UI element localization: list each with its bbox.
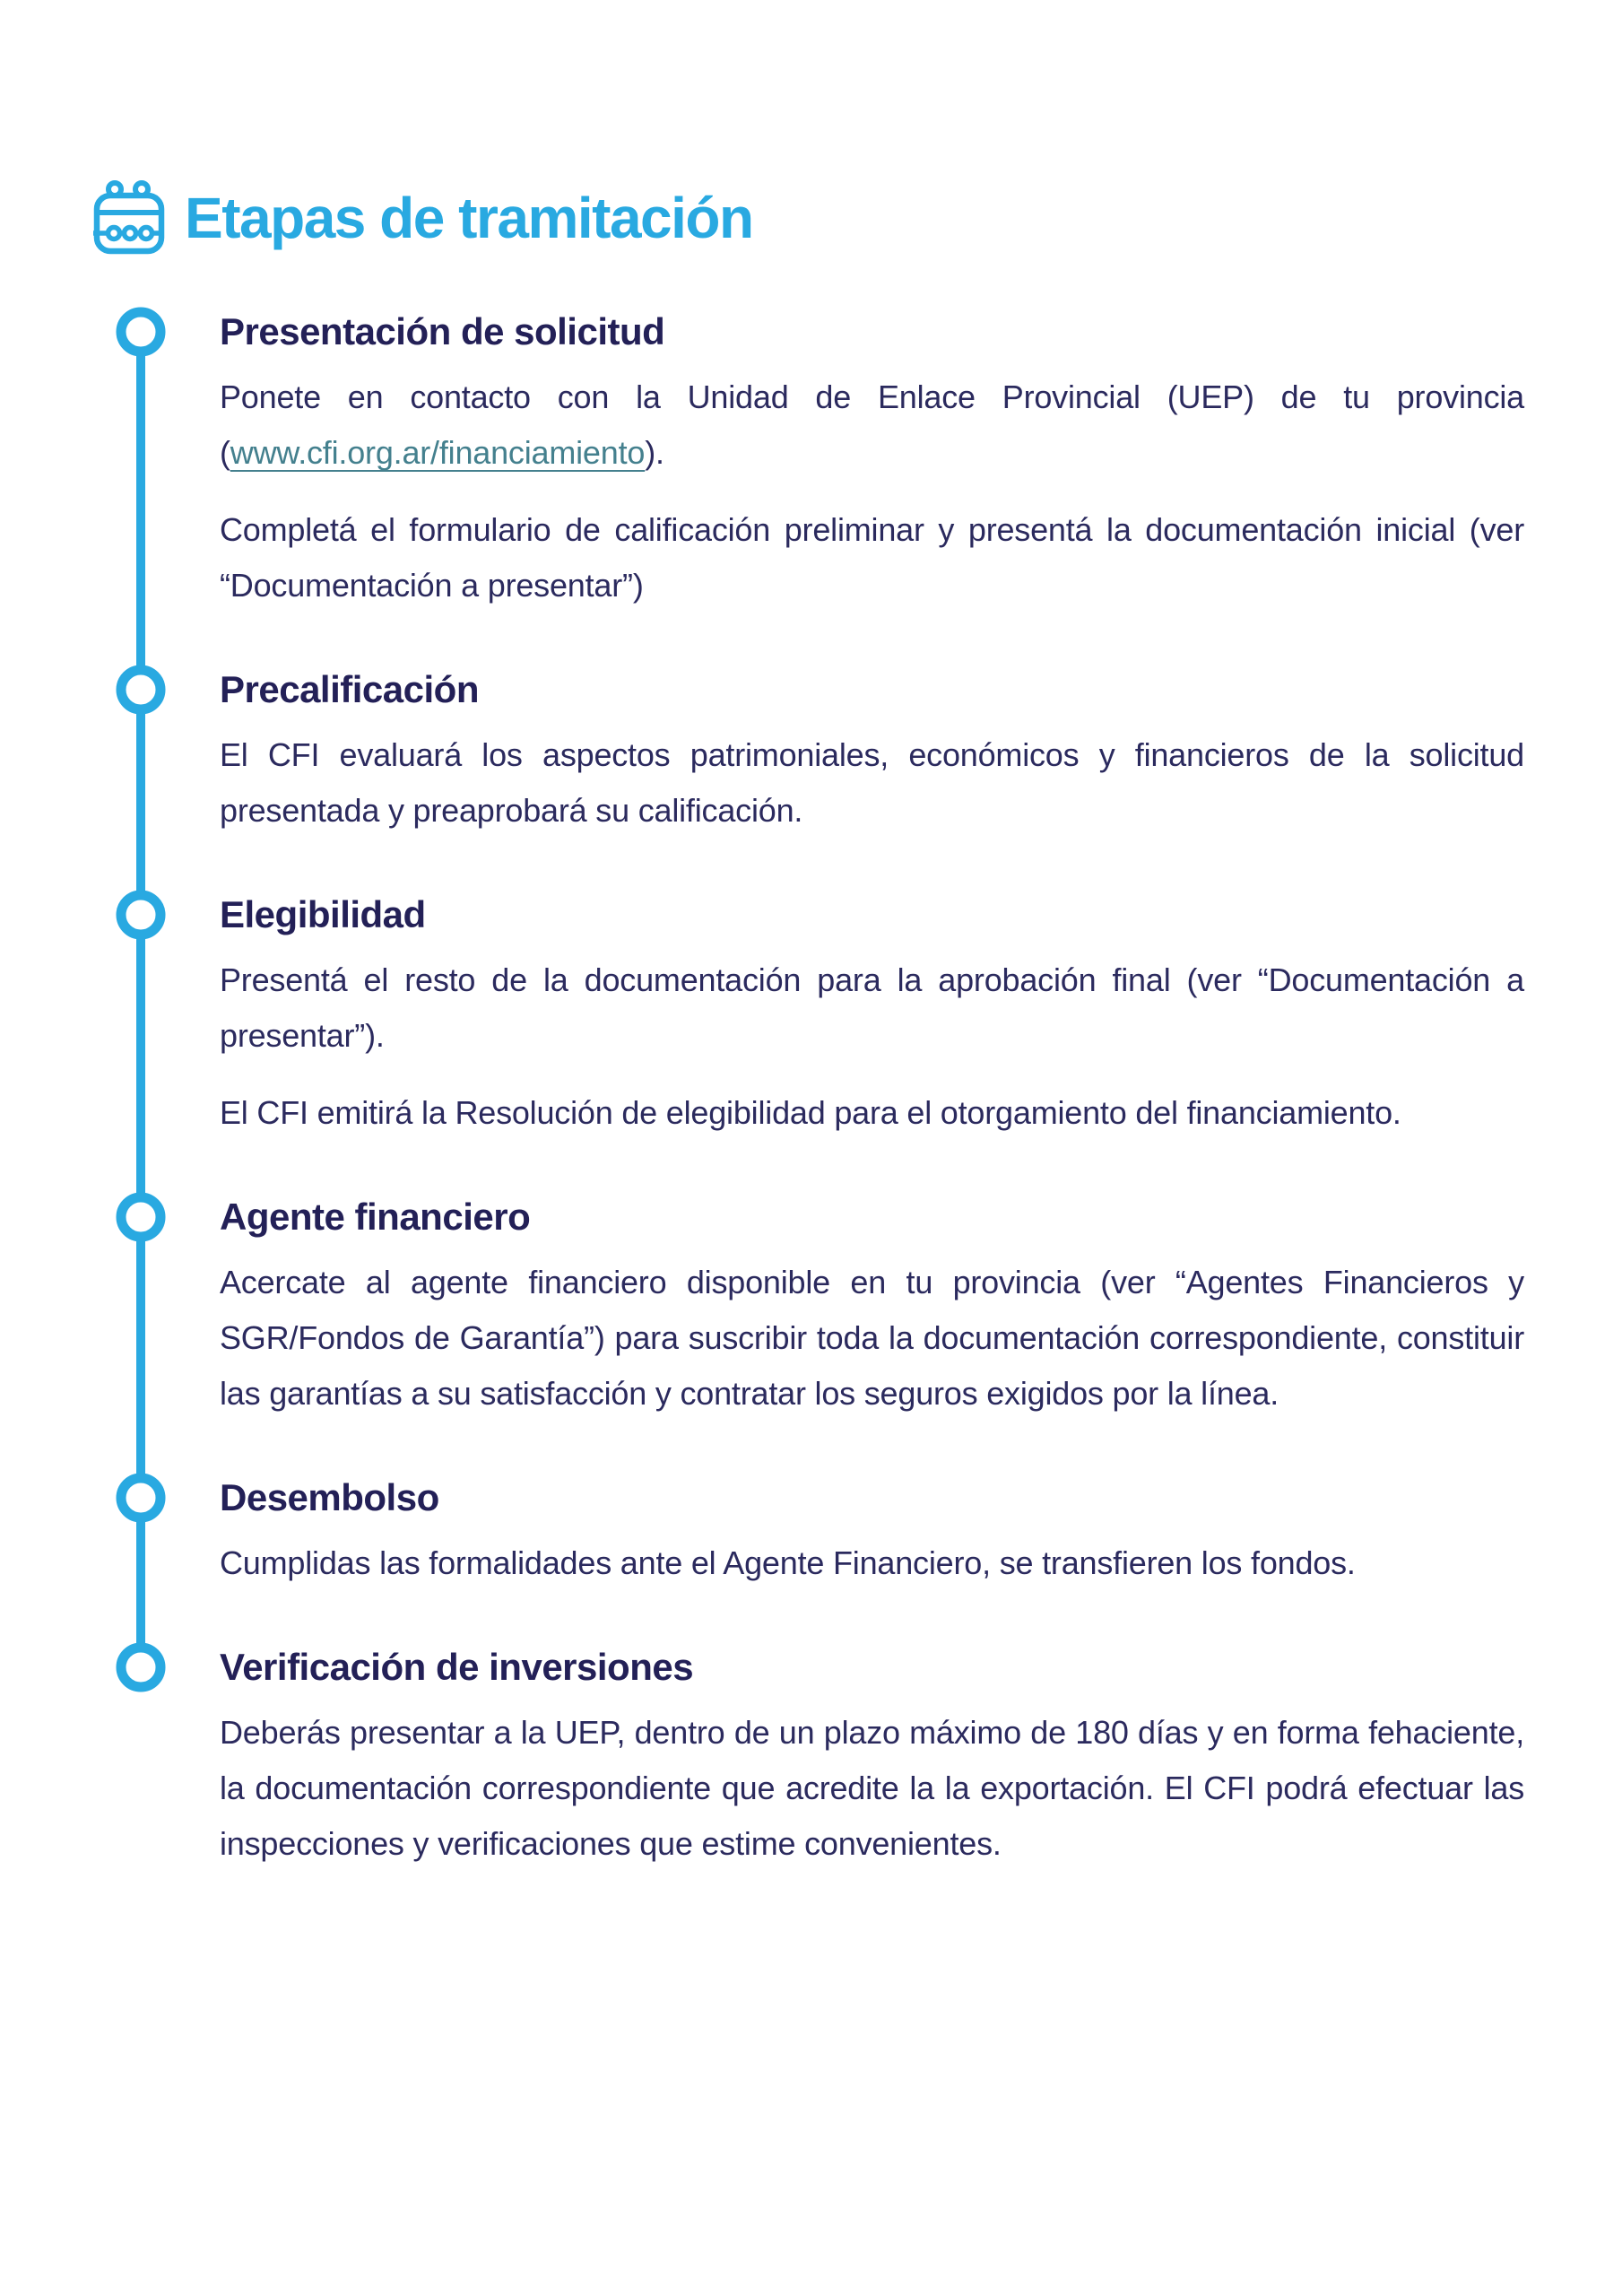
calendar-beads-icon — [93, 179, 165, 257]
paragraph-text: Ponete en contacto con la Unidad de Enlace Provincial (UEP) de tu provincia ( — [220, 378, 1524, 471]
step-paragraph: Acercate al agente financiero disponible en tu provincia (ver “Agentes Financieros y SGR/Fondos de Garantía”) para suscribir toda la documentación correspondiente, constituir las garantías a su satisfacción y contratar los seguros exigidos por la línea. — [220, 1264, 1524, 1412]
step-paragraph: Presentá el resto de la documentación para la aprobación final (ver “Documentación a presentar”). — [220, 961, 1524, 1054]
step-desembolso — [220, 1471, 1524, 1591]
page-header — [93, 151, 753, 285]
circle-marker-icon — [116, 1473, 166, 1523]
step-body — [220, 1705, 1524, 1872]
step-title: Presentación de solicitud — [220, 310, 665, 352]
timeline-line — [136, 332, 145, 690]
step-paragraph: Completá el formulario de calificación preliminar y presentá la documentación inicial (ver “Documentación a presentar”) — [220, 511, 1524, 604]
step-paragraph: Cumplidas las formalidades ante el Agente Financiero, se transfieren los fondos. — [220, 1544, 1356, 1581]
step-paragraph: Deberás presentar a la UEP, dentro de un plazo máximo de 180 días y en forma fehaciente, la documentación correspondiente que acredite la la exportación. El CFI podrá efectuar las inspecciones y verificaciones que estime convenientes. — [220, 1714, 1524, 1862]
circle-marker-icon — [116, 665, 166, 715]
step-precalificacion — [220, 663, 1524, 839]
step-paragraph: El CFI emitirá la Resolución de elegibilidad para el otorgamiento del financiamiento. — [220, 1094, 1401, 1131]
timeline-line — [136, 915, 145, 1217]
step-presentacion-de-solicitud — [220, 305, 1524, 613]
circle-marker-icon — [116, 1642, 166, 1692]
paragraph-text: ). — [645, 434, 664, 471]
step-title: Precalificación — [220, 668, 479, 710]
timeline-line — [136, 690, 145, 915]
step-body — [220, 370, 1524, 613]
timeline — [220, 305, 1524, 1872]
step-title: Elegibilidad — [220, 893, 426, 935]
circle-marker-icon — [116, 307, 166, 357]
step-title: Desembolso — [220, 1476, 439, 1518]
step-title: Agente financiero — [220, 1196, 531, 1238]
timeline-line — [136, 1217, 145, 1498]
circle-marker-icon — [116, 890, 166, 940]
step-elegibilidad — [220, 888, 1524, 1141]
cfi-financiamiento-link[interactable]: www.cfi.org.ar/financiamiento — [230, 434, 646, 471]
step-body — [220, 727, 1524, 839]
page-title: Etapas de tramitación — [185, 185, 753, 250]
step-verificacion-de-inversiones — [220, 1640, 1524, 1872]
step-paragraph — [220, 370, 1524, 481]
step-paragraph: El CFI evaluará los aspectos patrimoniales, económicos y financieros de la solicitud presentada y preaprobará su calificación. — [220, 736, 1524, 829]
step-agente-financiero — [220, 1190, 1524, 1422]
step-body — [220, 1535, 1524, 1591]
step-title: Verificación de inversiones — [220, 1646, 694, 1688]
step-body — [220, 1255, 1524, 1422]
step-body — [220, 952, 1524, 1141]
circle-marker-icon — [116, 1192, 166, 1242]
